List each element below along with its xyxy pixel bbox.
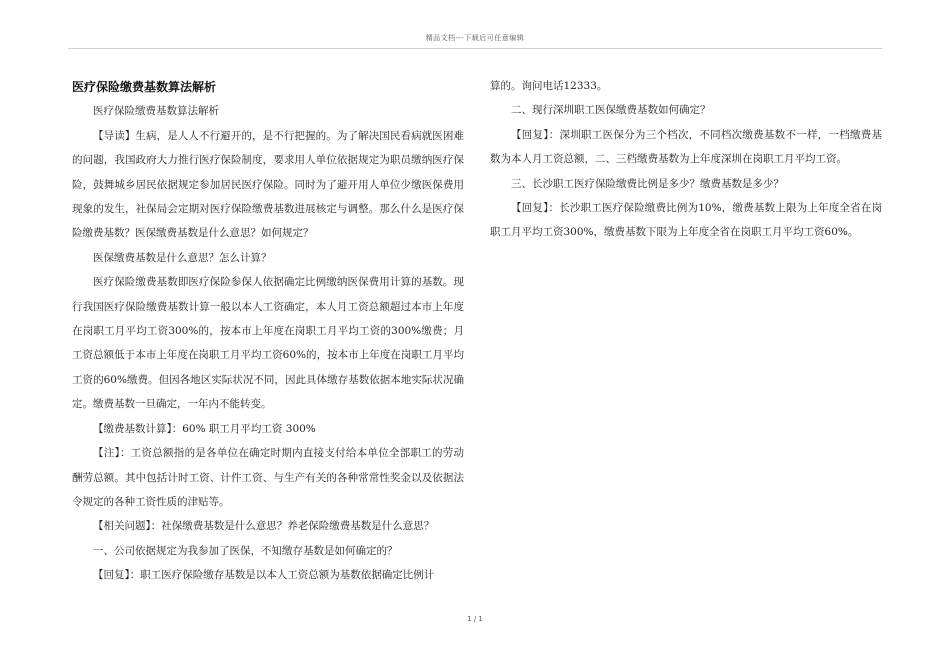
right-column [490, 74, 882, 245]
answer-two: 【回复】：深圳职工医保分为三个档次，不同档次缴费基数不一样，一档缴费基数为本人月工资总额，二、三档缴费基数为上年度深圳在岗职工月平均工资。 [490, 128, 882, 166]
header-note: 精品文档---下载后可任意编辑 [425, 34, 525, 42]
answer-one-start: 【回复】：职工医疗保险缴存基数是以本人工资总额为基数依据确定比例计 [93, 569, 435, 582]
header-divider [68, 48, 882, 49]
page-number: 1 / 1 [467, 615, 483, 623]
answer-one-continued: 算的。询问电话12333。 [490, 80, 608, 92]
intro-paragraph: 【导读】生病，是人人不行避开的，是不行把握的。为了解决国民看病就医困难的问题，我国政府大力推行医疗保险制度，要求用人单位依据规定为职员缴纳医疗保险，鼓舞城乡居民依据规定参加居民医疗保险。同时为了避开用人单位少缴医保费用现象的发生，社保局会定期对医疗保险缴费基数进展核定与调整。那么什么是医疗保险缴费基数？医保缴费基数是什么意思？如何规定？ [72, 129, 464, 240]
answer-three: 【回复】：长沙职工医疗保险缴费比例为10%，缴费基数上限为上年度全省在岗职工月平均工资300%，缴费基数下限为上年度全省在岗职工月平均工资60%。 [490, 202, 882, 239]
question-heading: 医保缴费基数是什么意思？怎么计算？ [93, 251, 272, 264]
question-three: 三、长沙职工医疗保险缴费比例是多少？缴费基数是多少？ [511, 177, 784, 190]
definition-paragraph: 医疗保险缴费基数即医疗保险参保人依据确定比例缴纳医保费用计算的基数。现行我国医疗保险缴费基数计算一般以本人工资确定，本人月工资总额超过本市上年度在岗职工月平均工资300%的，按本市上年度在岗职工月平均工资的300%缴费；月工资总额低于本市上年度在岗职工月平均工资60%的，按本市上年度在岗职工月平均工资的60%缴费。但因各地区实际状况不同，因此具体缴存基数依据本地实际状况确定。缴费基数一旦确定，一年内不能转变。 [72, 276, 464, 411]
formula-paragraph: 【缴费基数计算】：60% 职工月平均工资 300% [93, 422, 316, 435]
related-questions-paragraph: 【相关问题】：社保缴费基数是什么意思？养老保险缴费基数是什么意思？ [93, 520, 435, 533]
subtitle-paragraph: 医疗保险缴费基数算法解析 [93, 105, 219, 118]
document-title: 医疗保险缴费基数算法解析 [72, 80, 217, 94]
question-two: 二、现行深圳职工医保缴费基数如何确定？ [511, 104, 711, 117]
question-one: 一、公司依据规定为我参加了医保，不知缴存基数是如何确定的？ [93, 544, 398, 557]
left-column [72, 75, 464, 588]
note-paragraph: 【注】：工资总额指的是各单位在确定时期内直接支付给本单位全部职工的劳动酬劳总额。其中包括计时工资、计件工资、与生产有关的各种常常性奖金以及依据法令规定的各种工资性质的津贴等。 [72, 447, 464, 508]
